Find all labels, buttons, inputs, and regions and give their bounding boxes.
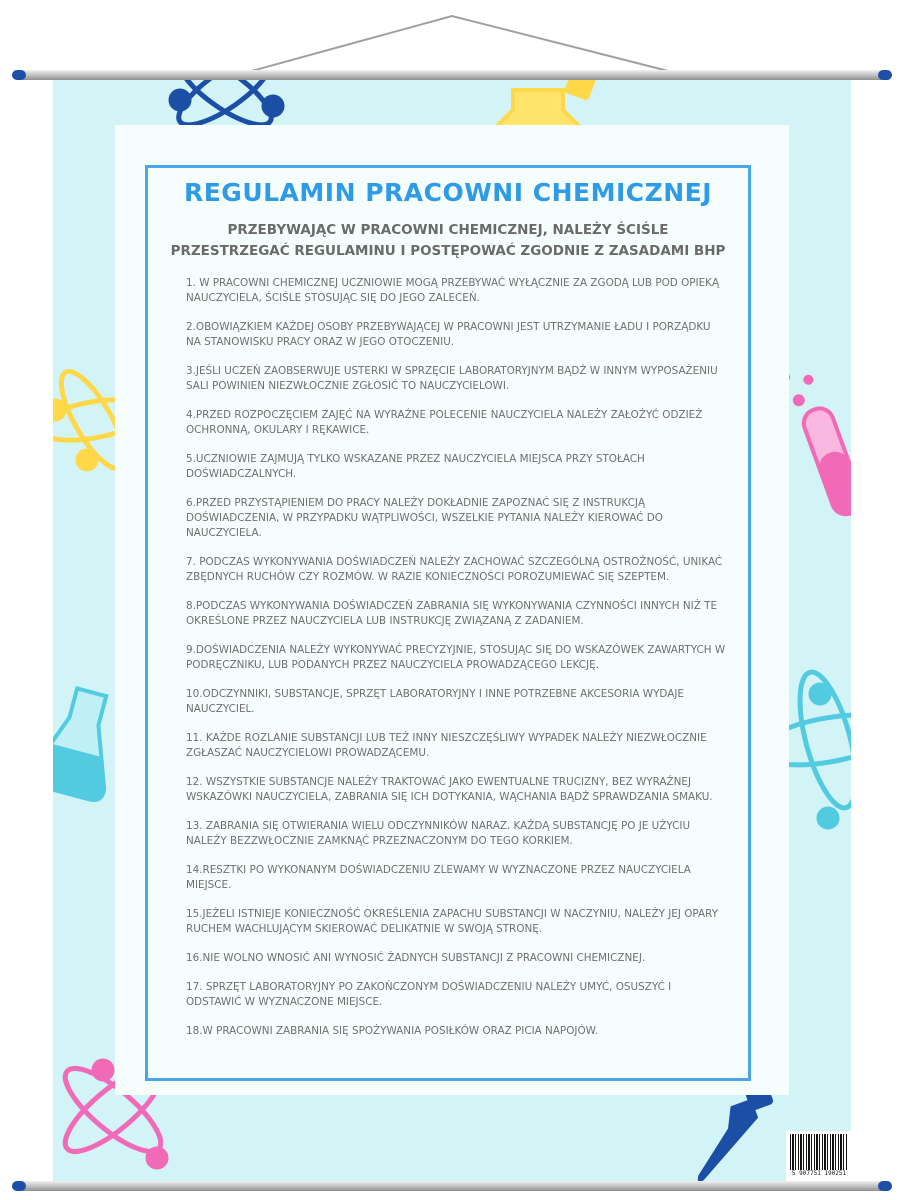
barcode-bars — [790, 1134, 848, 1170]
barcode-number: 5 907751 190251 — [791, 1170, 847, 1177]
rule-item: 4.PRZED ROZPOCZĘCIEM ZAJĘĆ NA WYRAŹNE POLECENIE NAUCZYCIELA NALEŻY ZAŁOŻYĆ ODZIEŻ OCHRONNĄ, OKULARY I RĘKAWICE. — [186, 409, 703, 436]
rule-item: 7. PODCZAS WYKONYWANIA DOŚWIADCZEŃ NALEŻY ZACHOWAĆ SZCZEGÓLNĄ OSTROŻNOŚĆ, UNIKAĆ ZBĘDNYCH RUCHÓW CZY ROZMÓW. W RAZIE KONIECZNOŚCI POROZUMIEWAĆ SIĘ SZEPTEM. — [186, 556, 723, 583]
rule-item: 11. KAŻDE ROZLANIE SUBSTANCJI LUB TEŻ INNY NIESZCZĘŚLIWY WYPADEK NALEŻY NIEZWŁOCZNIE ZGŁASZAĆ NAUCZYCIELOWI PROWADZĄCEMU. — [186, 732, 707, 759]
page-subtitle: PRZEBYWAJĄC W PRACOWNI CHEMICZNEJ, NALEŻY ŚCIŚLE PRZESTRZEGAĆ REGULAMINU I POSTĘPOWAĆ ZGODNIE Z ZASADAMI BHP — [170, 222, 726, 259]
rules-list — [186, 276, 726, 1053]
rule-item: 18.W PRACOWNI ZABRANIA SIĘ SPOŻYWANIA POSIŁKÓW ORAZ PICIA NAPOJÓW. — [186, 1025, 599, 1037]
bottom-rod — [12, 1181, 892, 1191]
top-rod — [12, 70, 892, 80]
rule-item: 13. ZABRANIA SIĘ OTWIERANIA WIELU ODCZYNNIKÓW NARAZ. KAŻDĄ SUBSTANCJĘ PO JE UŻYCIU NALEŻY BEZZWŁOCZNIE ZAMKNĄĆ PRZEZNACZONYM DO TEGO KORKIEM. — [186, 820, 691, 847]
rule-item: 9.DOŚWIADCZENIA NALEŻY WYKONYWAĆ PRECYZYJNIE, STOSUJĄC SIĘ DO WSKAZÓWEK ZAWARTYCH W PODRĘCZNIKU, LUB PODANYCH PRZEZ NAUCZYCIELA PROWADZĄCEGO LEKCJĘ. — [186, 644, 726, 671]
rule-item: 1. W PRACOWNI CHEMICZNEJ UCZNIOWIE MOGĄ PRZEBYWAĆ WYŁĄCZNIE ZA ZGODĄ LUB POD OPIEKĄ NAUCZYCIELA, ŚCIŚLE STOSUJĄC SIĘ DO JEGO ZALECEŃ. — [186, 277, 720, 304]
rule-item: 16.NIE WOLNO WNOSIĆ ANI WYNOSIĆ ŻADNYCH SUBSTANCJI Z PRACOWNI CHEMICZNEJ. — [186, 952, 646, 964]
barcode-icon — [786, 1131, 852, 1181]
flask-icon — [675, 1084, 791, 1182]
page-title: REGULAMIN PRACOWNI CHEMICZNEJ — [183, 178, 713, 207]
rule-item: 8.PODCZAS WYKONYWANIA DOŚWIADCZEŃ ZABRANIA SIĘ WYKONYWANIA CZYNNOŚCI INNYCH NIŻ TE OKREŚLONE PRZEZ NAUCZYCIELA LUB INSTRUKCJĘ ZWIĄZANĄ Z ZADANIEM. — [186, 600, 718, 627]
rules-frame — [145, 165, 751, 1081]
rule-item: 12. WSZYSTKIE SUBSTANCJE NALEŻY TRAKTOWAĆ JAKO EWENTUALNE TRUCIZNY, BEZ WYRAŹNEJ WSKAZÓWKI NAUCZYCIELA, ZABRANIA SIĘ ICH DOTYKANIA, WĄCHANIA BĄDŹ SPRAWDZANIA SMAKU. — [186, 776, 713, 803]
rule-item: 2.OBOWIĄZKIEM KAŻDEJ OSOBY PRZEBYWAJĄCEJ W PRACOWNI JEST UTRZYMANIE ŁADU I PORZĄDKU NA STANOWISKU PRACY ORAZ W JEGO OTOCZENIU. — [186, 321, 711, 348]
rule-item: 10.ODCZYNNIKI, SUBSTANCJE, SPRZĘT LABORATORYJNY I INNE POTRZEBNE AKCESORIA WYDAJE NAUCZYCIEL. — [186, 688, 684, 715]
rule-item: 6.PRZED PRZYSTĄPIENIEM DO PRACY NALEŻY DOKŁADNIE ZAPOZNAĆ SIĘ Z INSTRUKCJĄ DOŚWIADCZENIA, W PRZYPADKU WĄTPLIWOŚCI, WSZELKIE PYTANIA NALEŻY KIEROWAĆ DO NAUCZYCIELA. — [186, 497, 663, 539]
rule-item: 17. SPRZĘT LABORATORYJNY PO ZAKOŃCZONYM DOŚWIADCZENIU NALEŻY UMYĆ, OSUSZYĆ I ODSTAWIĆ W WYZNACZONE MIEJSCE. — [186, 981, 672, 1008]
rule-item: 3.JEŚLI UCZEŃ ZAOBSERWUJE USTERKI W SPRZĘCIE LABORATORYJNYM BĄDŹ W INNYM WYPOSAŻENIU SALI POWINIEN NIEZWŁOCZNIE ZGŁOSIĆ TO NAUCZYCIELOWI. — [186, 365, 718, 392]
test-tube-icon — [781, 363, 851, 519]
rule-item: 15.JEŻELI ISTNIEJE KONIECZNOŚĆ OKREŚLENIA ZAPACHU SUBSTANCJI W NACZYNIU, NALEŻY JEJ OPARY RUCHEM WACHLUJĄCYM SKIEROWAĆ DELIKATNIE W SWOJĄ STRONĘ. — [186, 908, 719, 935]
rule-item: 14.RESZTKI PO WYKONANYM DOŚWIADCZENIU ZLEWAMY W WYZNACZONE PRZEZ NAUCZYCIELA MIEJSCE. — [186, 864, 691, 891]
rule-item: 5.UCZNIOWIE ZAJMUJĄ TYLKO WSKAZANE PRZEZ NAUCZYCIELA MIEJSCA PRZY STOŁACH DOŚWIADCZALNYCH. — [186, 453, 645, 480]
